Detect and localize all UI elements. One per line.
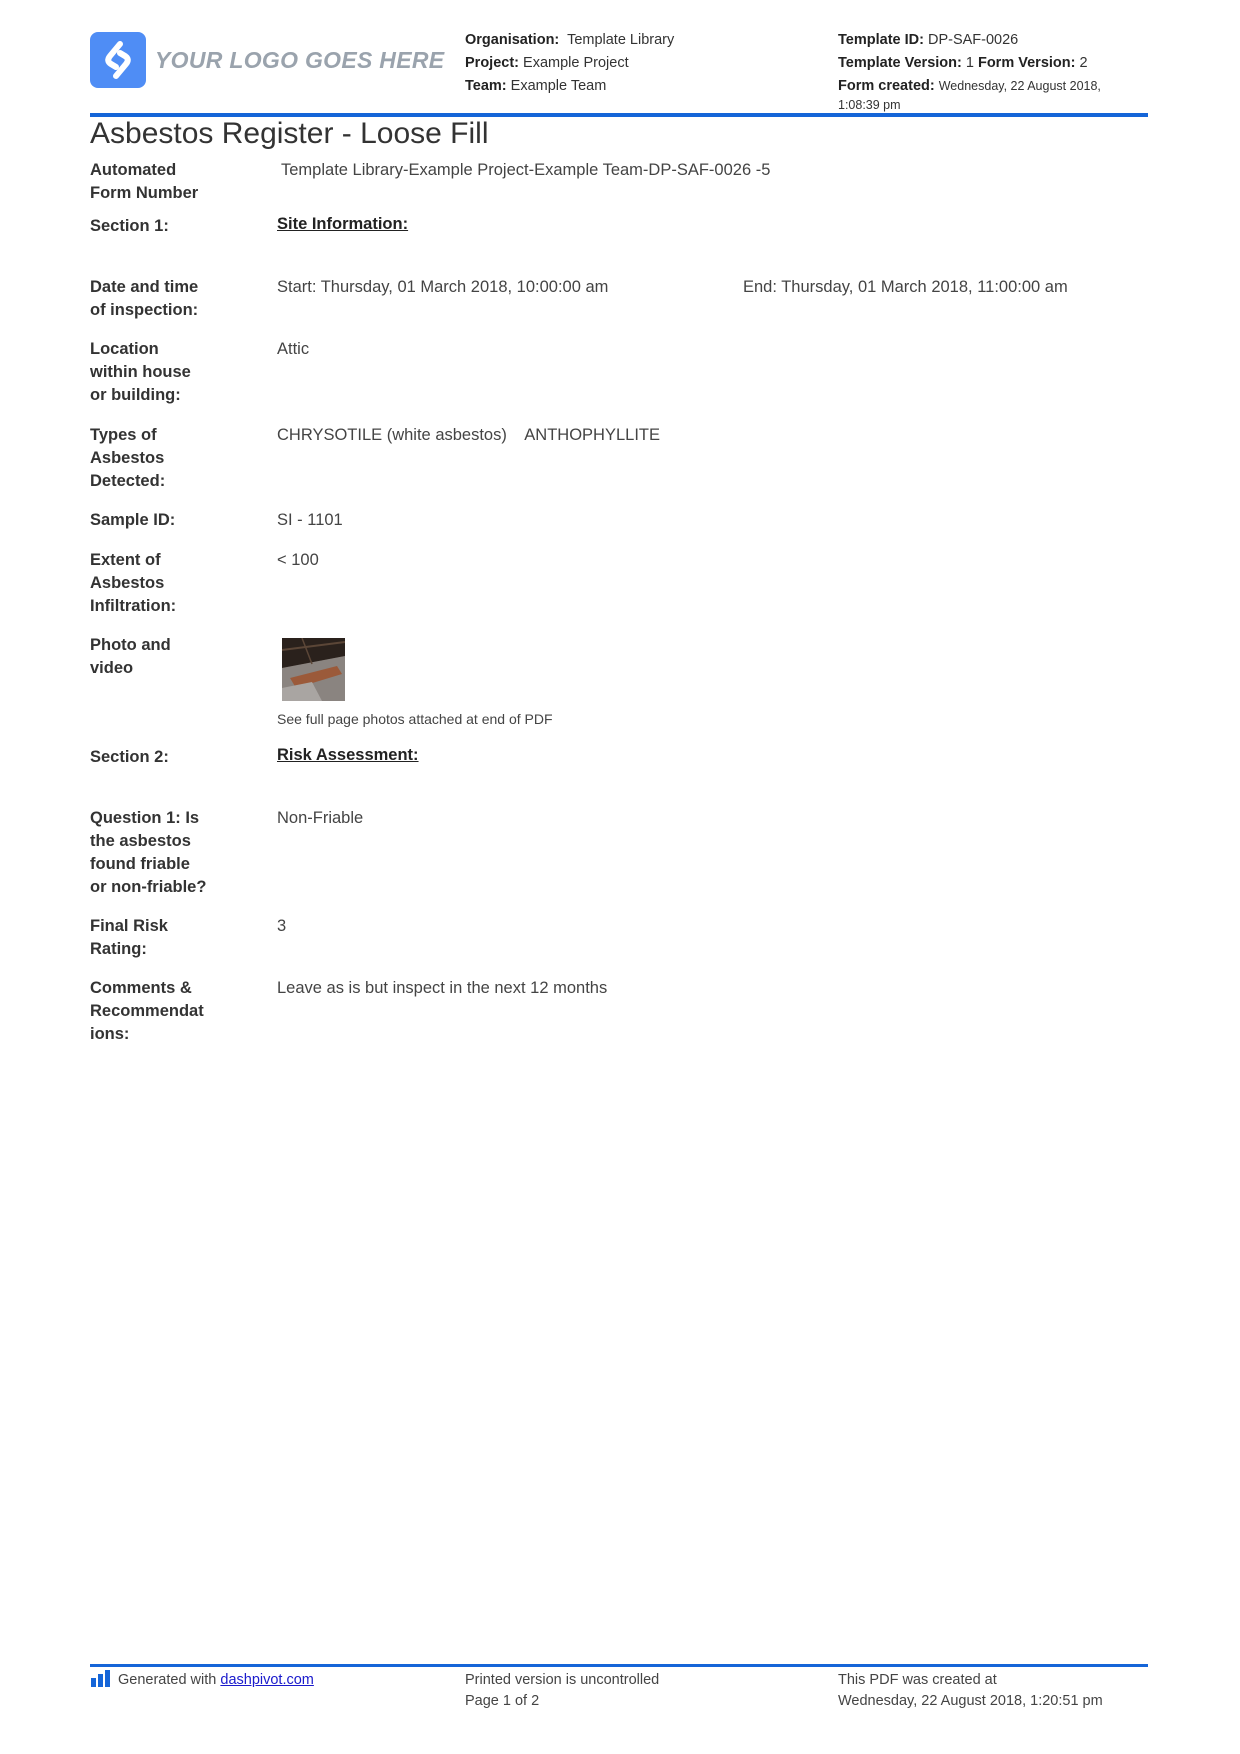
- types-label-line: Types of: [90, 426, 157, 444]
- extent-label-line: Extent of: [90, 551, 161, 569]
- types-label-line: Asbestos: [90, 449, 165, 467]
- template-version-value: 1: [965, 55, 974, 71]
- page-title: Asbestos Register - Loose Fill: [90, 117, 489, 150]
- date-end-value: End: Thursday, 01 March 2018, 11:00:00 am: [743, 278, 1068, 296]
- template-id-label: Template ID:: [838, 32, 924, 48]
- risk-rating-label-line: Rating:: [90, 940, 147, 958]
- comments-label: [90, 977, 230, 1046]
- page-number: Page 1 of 2: [465, 1693, 540, 1709]
- sample-id-value: SI - 1101: [277, 511, 343, 529]
- location-label-line: Location: [90, 340, 159, 358]
- comments-label-line: ions:: [90, 1025, 130, 1043]
- date-start-value: Start: Thursday, 01 March 2018, 10:00:00 am: [277, 278, 609, 296]
- types-value: [277, 424, 660, 447]
- team-label: Team:: [465, 78, 507, 94]
- footer-created-info: [838, 1670, 1103, 1712]
- types-value-item: CHRYSOTILE (white asbestos): [277, 426, 507, 444]
- types-value-item: ANTHOPHYLLITE: [524, 426, 660, 444]
- footer-generated: [90, 1670, 314, 1694]
- date-label: [90, 276, 230, 322]
- question1-label-line: the asbestos: [90, 832, 191, 850]
- organisation-value: Template Library: [567, 32, 675, 48]
- photo-label-line: video: [90, 659, 134, 677]
- comments-value: Leave as is but inspect in the next 12 months: [277, 979, 608, 997]
- logo-text: YOUR LOGO GOES HERE: [155, 47, 445, 73]
- question1-label-line: or non-friable?: [90, 878, 207, 896]
- form-created-time: 1:08:39 pm: [838, 98, 901, 112]
- location-label-line: within house: [90, 363, 191, 381]
- risk-rating-label: [90, 915, 230, 961]
- form-created-value: Wednesday, 22 August 2018,: [938, 79, 1101, 93]
- form-version-value: 2: [1079, 55, 1088, 71]
- form-version-label: Form Version:: [977, 55, 1076, 71]
- types-label: [90, 424, 230, 493]
- risk-rating-value: 3: [277, 917, 287, 935]
- header-org-info: [465, 29, 674, 98]
- dashpivot-icon: [90, 1670, 112, 1694]
- extent-label-line: Asbestos: [90, 574, 165, 592]
- section2-label: Section 2:: [90, 748, 169, 766]
- team-value: Example Team: [510, 78, 607, 94]
- comments-label-line: Recommendat: [90, 1002, 204, 1020]
- footer-print-info: [465, 1670, 659, 1712]
- header-template-info: [838, 29, 1148, 113]
- types-label-line: Detected:: [90, 472, 166, 490]
- comments-label-line: Comments &: [90, 979, 192, 997]
- organisation-label: Organisation:: [465, 32, 560, 48]
- form-number-label: [90, 159, 230, 205]
- location-value: Attic: [277, 340, 310, 358]
- form-number-value: Template Library-Example Project-Example Team-DP-SAF-0026 -5: [281, 161, 771, 179]
- section1-label: Section 1:: [90, 217, 169, 235]
- form-number-label-line: Form Number: [90, 184, 199, 202]
- form-number-label-line: Automated: [90, 161, 177, 179]
- section2-title: Risk Assessment:: [277, 746, 419, 764]
- question1-label-line: found friable: [90, 855, 190, 873]
- template-version-label: Template Version:: [838, 55, 962, 71]
- question1-label-line: Question 1: Is: [90, 809, 200, 827]
- extent-value: < 100: [277, 551, 319, 569]
- template-id-value: DP-SAF-0026: [927, 32, 1019, 48]
- question1-label: [90, 807, 230, 899]
- question1-value: Non-Friable: [277, 809, 364, 827]
- sample-id-label: Sample ID:: [90, 511, 176, 529]
- date-label-line: of inspection:: [90, 301, 199, 319]
- form-created-label: Form created:: [838, 78, 935, 94]
- project-value: Example Project: [523, 55, 629, 71]
- location-label: [90, 338, 230, 407]
- photo-label: [90, 634, 230, 680]
- dashpivot-link[interactable]: dashpivot.com: [220, 1672, 314, 1688]
- pdf-created-date: Wednesday, 22 August 2018, 1:20:51 pm: [838, 1693, 1103, 1709]
- risk-rating-label-line: Final Risk: [90, 917, 168, 935]
- footer-divider: [90, 1664, 1148, 1667]
- extent-label-line: Infiltration:: [90, 597, 177, 615]
- section1-title: Site Information:: [277, 215, 409, 233]
- pdf-created-label: This PDF was created at: [838, 1672, 997, 1688]
- photo-thumbnail[interactable]: [282, 638, 345, 701]
- logo-icon: [90, 32, 146, 88]
- photo-caption: See full page photos attached at end of PDF: [277, 711, 553, 727]
- location-label-line: or building:: [90, 386, 181, 404]
- extent-label: [90, 549, 230, 618]
- date-label-line: Date and time: [90, 278, 199, 296]
- printed-uncontrolled-text: Printed version is uncontrolled: [465, 1672, 660, 1688]
- generated-prefix: Generated with: [118, 1672, 217, 1688]
- project-label: Project:: [465, 55, 519, 71]
- photo-label-line: Photo and: [90, 636, 171, 654]
